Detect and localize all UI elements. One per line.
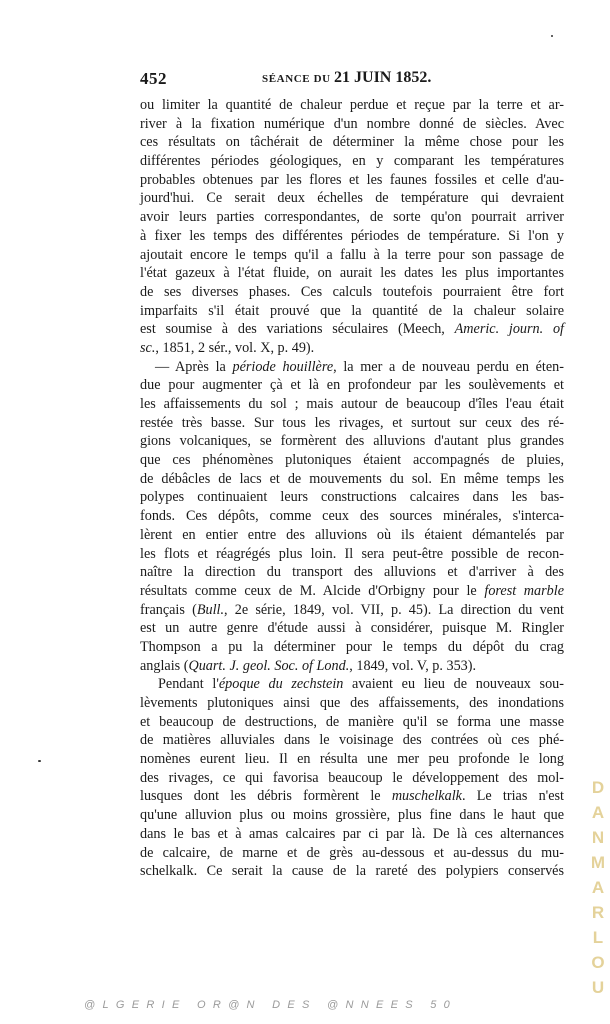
text-line: [140, 470, 564, 489]
text-line: [140, 432, 564, 451]
text-line: [140, 563, 564, 582]
text-line: [140, 152, 564, 171]
italic-reference: forest marble: [484, 582, 565, 599]
line-text: à fixer les temps des différentes périodes de température. Si l'on y: [140, 227, 564, 244]
italic-reference: Quart. J. geol. Soc. of Lond.: [188, 657, 350, 674]
text-line: [140, 619, 564, 638]
line-text: est un autre genre d'étude aussi à considérer, puisque M. Ringler: [140, 620, 564, 637]
line-text: , 2e série, 1849, vol. VII, p. 45). La direction du vent: [224, 601, 565, 618]
watermark-letter: A: [591, 803, 605, 822]
text-line: [140, 395, 564, 414]
line-text: lusques dont les débris formèrent le: [140, 788, 392, 805]
text-line: [140, 96, 564, 115]
text-line: [140, 320, 564, 339]
line-text: qu'une alluvion plus ou moins grossière, plus fine dans le haut que: [140, 807, 564, 824]
line-text: les flots et réagrégés plus loin. Il sera peut-être possible de recon-: [140, 545, 564, 562]
text-line: [140, 171, 564, 190]
watermark-letter: L: [592, 928, 604, 947]
line-text: que ces phénomènes plutoniques étaient accompagnés de pluies,: [140, 452, 564, 469]
line-text: naître la direction du transport des alluvions et d'arriver à des: [140, 564, 564, 581]
watermark-letter: O: [591, 953, 605, 972]
watermark-letter: R: [591, 903, 605, 922]
text-line: [140, 675, 564, 694]
text-line: [140, 638, 564, 657]
text-line: [140, 376, 564, 395]
text-line: [140, 694, 564, 713]
text-line: [140, 358, 564, 377]
text-line: [140, 227, 564, 246]
line-text: ou limiter la quantité de chaleur perdue et reçue par la terre et ar-: [140, 97, 564, 113]
running-head: [262, 69, 431, 87]
line-text: et beaucoup de destructions, de manière qu'il se forma une masse: [140, 713, 564, 730]
text-line: [140, 713, 564, 732]
speck-left: [38, 760, 41, 762]
line-text: Pendant l': [158, 676, 219, 693]
text-line: [140, 787, 564, 806]
speck-top: [551, 35, 553, 37]
italic-reference: Bull.: [196, 601, 225, 618]
text-line: [140, 414, 564, 433]
line-text: résultats comme ceux de M. Alcide d'Orbigny pour le: [140, 582, 485, 599]
text-line: [140, 208, 564, 227]
line-text: l'état gazeux à l'état fluide, on aurait les dates les plus importantes: [140, 265, 564, 282]
line-text: ces résultats on tâchérait de déterminer la même chose pour les: [140, 134, 564, 151]
text-line: [140, 862, 564, 881]
text-line: [140, 246, 564, 265]
line-text: river à la fixation numérique d'un nombre donné de siècles. Avec: [140, 115, 564, 132]
line-text: des rivages, ce qui favorisa beaucoup le développement des mol-: [140, 769, 564, 786]
line-text: restée très basse. Sur tous les rivages, et surtout sur ceux des ré-: [140, 414, 564, 431]
italic-reference: muschelkalk: [391, 788, 462, 805]
line-text: de calcaire, de marne et de grès au-dessous et au-dessus du mu-: [140, 844, 564, 861]
watermark-letter: D: [591, 778, 605, 797]
watermark-letter: A: [591, 878, 605, 897]
line-text: lèrent en entier entre des alluvions où ils étaient démantelés par: [140, 526, 564, 543]
text-line: [140, 264, 564, 283]
line-text: probables obtenues par les flores et les faunes fossiles et celle d'au-: [140, 171, 564, 188]
italic-reference: sc.: [140, 339, 156, 356]
line-text: jourd'hui. Ce serait deux échelles de température qui devraient: [140, 190, 564, 207]
watermark-letter: N: [591, 828, 605, 847]
line-text: anglais (: [140, 657, 189, 674]
text-line: [140, 339, 564, 358]
text-line: [140, 115, 564, 134]
line-text: , 1849, vol. V, p. 353).: [349, 657, 477, 674]
text-line: [140, 545, 564, 564]
text-line: [140, 507, 564, 526]
text-line: [140, 825, 564, 844]
line-text: dans le bas et à amas calcaires par ci par là. De là ces alternances: [140, 825, 564, 842]
line-text: — Après la: [155, 358, 233, 375]
text-line: [140, 769, 564, 788]
line-text: , 1851, 2 sér., vol. X, p. 49).: [155, 339, 315, 356]
text-line: [140, 657, 564, 676]
line-text: de débâcles de lacs et de mouvements du sol. En même temps les: [140, 470, 564, 487]
line-text: ajoutait encore le temps qu'il a fallu à la terre pour son passage de: [140, 246, 564, 263]
running-head-prefix: SÉANCE DU: [262, 73, 335, 85]
line-text: de ses diverses phases. Ces calculs toutefois pourraient être fort: [140, 283, 564, 300]
watermark-letter: M: [590, 853, 606, 872]
text-line: [140, 582, 564, 601]
line-text: due pour augmenter çà et là en profondeur par les soulèvements et: [140, 377, 564, 394]
text-line: [140, 488, 564, 507]
line-text: gions volcaniques, se formèrent des alluvions d'autant plus grandes: [140, 433, 564, 450]
text-line: [140, 283, 564, 302]
text-line: [140, 844, 564, 863]
line-text: imparfaits s'il était prouvé que la quantité de la chaleur solaire: [140, 302, 564, 319]
running-head-date: 21 JUIN 1852.: [334, 69, 432, 86]
side-watermark: [589, 775, 607, 1000]
line-text: fonds. Ces dépôts, comme ceux des sources minérales, s'interca-: [140, 508, 564, 525]
text-line: [140, 451, 564, 470]
text-line: [140, 731, 564, 750]
italic-reference: période houillère: [232, 358, 334, 375]
line-text: polypes continuaient leurs constructions calcaires dans les bas-: [140, 489, 564, 506]
text-line: [140, 806, 564, 825]
text-line: [140, 189, 564, 208]
watermark-letter: U: [591, 978, 605, 997]
line-text: avaient eu lieu de nouveaux sou-: [343, 676, 564, 693]
line-text: lèvements plutoniques ainsi que des affaissements, des inondations: [140, 695, 564, 711]
text-line: [140, 302, 564, 321]
footer-watermark: @LGERIE OR@N DES @NNEES 50: [84, 999, 458, 1011]
line-text: , la mer a de nouveau perdu en éten-: [333, 358, 564, 375]
page-number: 452: [140, 69, 167, 88]
text-line: [140, 601, 564, 620]
text-line: [140, 750, 564, 769]
body-text: [140, 96, 564, 881]
line-text: différentes périodes géologiques, en y comparant les températures: [140, 153, 564, 170]
line-text: avoir leurs parties correspondantes, de sorte qu'on pourrait arriver: [140, 209, 564, 226]
line-text: les affaissements du sol ; mais autour de beaucoup d'îles l'eau était: [140, 396, 564, 412]
text-line: [140, 526, 564, 545]
line-text: . Le trias n'est: [461, 788, 564, 805]
text-line: [140, 133, 564, 152]
line-text: Thompson a pu la déterminer pour le temps du dépôt du crag: [140, 638, 564, 655]
line-text: schelkalk. Ce serait la cause de la rareté des polypiers conservés: [140, 863, 564, 880]
italic-reference: Americ. journ. of: [454, 321, 564, 338]
line-text: français (: [140, 601, 197, 618]
line-text: est soumise à des variations séculaires (Meech,: [140, 321, 455, 338]
line-text: de matières alluviales dans le voisinage des contrées où ces phé-: [140, 732, 564, 749]
line-text: nomènes eurent lieu. Il en résulta une mer peu profonde le long: [140, 751, 564, 768]
italic-reference: époque du zechstein: [218, 676, 344, 693]
